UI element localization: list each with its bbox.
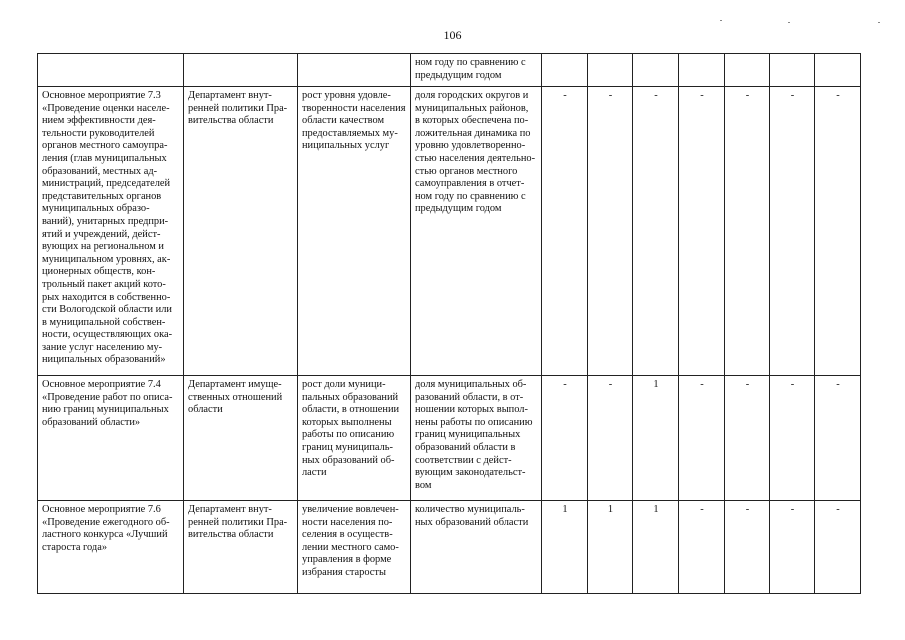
- cell-text-line: лении местного само-: [302, 541, 399, 553]
- cell-text-line: Департамент внут-: [188, 90, 272, 101]
- department-cell: [184, 376, 298, 501]
- cell-text-line: в которых обеспечена по-: [415, 115, 529, 127]
- department-cell: [184, 501, 298, 594]
- cell-text-line: ном году по сравнению с: [415, 57, 526, 68]
- event-cell: [38, 54, 184, 87]
- value-cell: -: [725, 376, 770, 501]
- cell-text-line: Основное мероприятие 7.3: [42, 90, 161, 101]
- scan-speck: [720, 20, 722, 21]
- indicator-cell: [411, 376, 542, 501]
- cell-text-line: вительства области: [188, 115, 274, 127]
- cell-text-line: нием эффективности дея-: [42, 115, 156, 127]
- value-cell: 1: [588, 501, 633, 594]
- cell-text-line: нию границ муниципальных: [42, 404, 169, 416]
- cell-text-line: стью населения деятельно-: [415, 152, 536, 164]
- cell-text-line: староста года»: [42, 541, 108, 553]
- cell-text-line: зание услуг населению му-: [42, 341, 163, 353]
- value-cell: -: [542, 87, 588, 376]
- cell-text-line: ниципальных услуг: [302, 140, 390, 152]
- department-cell: [184, 54, 298, 87]
- cell-text-line: Департамент внут-: [188, 504, 272, 515]
- cell-text-line: нены работы по описанию: [415, 416, 533, 428]
- cell-text-line: доля городских округов и: [415, 90, 529, 101]
- value-cell: -: [679, 87, 725, 376]
- cell-text-line: рых находится в собственно-: [42, 291, 171, 303]
- value-cell: -: [770, 87, 815, 376]
- cell-text-line: границ муниципальных: [415, 429, 521, 441]
- cell-text-line: самоуправления в отчет-: [415, 178, 525, 190]
- cell-text-line: селения в осуществ-: [302, 529, 393, 541]
- cell-text-line: ренней политики Пра-: [188, 102, 288, 114]
- goal-cell: [298, 501, 411, 594]
- cell-text-line: ношении которых выпол-: [415, 404, 528, 416]
- indicator-cell: [411, 54, 542, 87]
- table-row: [38, 54, 861, 87]
- value-cell: -: [770, 376, 815, 501]
- cell-text-line: ятий и учреждений, дейст-: [42, 228, 161, 240]
- table-row: [38, 376, 861, 501]
- cell-text-line: вительства области: [188, 529, 274, 541]
- value-cell: [542, 54, 588, 87]
- table-row: [38, 501, 861, 594]
- table-body: [38, 54, 861, 594]
- cell-text-line: министраций, председателей: [42, 178, 171, 190]
- event-cell: [38, 376, 184, 501]
- cell-text-line: вующих на региональном и: [42, 241, 164, 253]
- cell-text-line: вующим законодательст-: [415, 467, 526, 479]
- cell-text-line: образований области»: [42, 416, 141, 428]
- value-cell: [770, 54, 815, 87]
- value-cell: 1: [542, 501, 588, 594]
- cell-text-line: ренней политики Пра-: [188, 516, 288, 528]
- cell-text-line: «Проведение работ по описа-: [42, 391, 173, 403]
- cell-text-line: рост уровня удовле-: [302, 90, 391, 101]
- value-cell: 1: [633, 501, 679, 594]
- value-cell: -: [725, 87, 770, 376]
- cell-text-line: муниципальном уровнях, ак-: [42, 253, 171, 265]
- value-cell: -: [633, 87, 679, 376]
- value-cell: [588, 54, 633, 87]
- cell-text-line: органов местного самоупра-: [42, 140, 168, 152]
- indicator-cell: [411, 87, 542, 376]
- cell-text-line: вом: [415, 479, 432, 491]
- cell-text-line: муниципальных образо-: [42, 203, 150, 215]
- cell-text-line: «Проведение оценки населе-: [42, 102, 170, 114]
- cell-text-line: избрания старосты: [302, 566, 386, 578]
- cell-text-line: ложительная динамика по: [415, 127, 531, 139]
- cell-text-line: образований области в: [415, 441, 516, 453]
- value-cell: [815, 54, 861, 87]
- cell-text-line: области: [188, 404, 223, 416]
- cell-text-line: сти Вологодской области или: [42, 304, 172, 316]
- cell-text-line: соответствии с дейст-: [415, 454, 512, 466]
- cell-text-line: Департамент имуще-: [188, 379, 282, 390]
- value-cell: -: [770, 501, 815, 594]
- goal-cell: [298, 376, 411, 501]
- cell-text-line: ластного конкурса «Лучший: [42, 529, 168, 541]
- cell-text-line: ном году по сравнению с: [415, 190, 526, 202]
- value-cell: -: [679, 501, 725, 594]
- event-cell: [38, 501, 184, 594]
- cell-text-line: работы по описанию: [302, 429, 395, 441]
- goal-cell: [298, 54, 411, 87]
- table-row: [38, 87, 861, 376]
- value-cell: -: [679, 376, 725, 501]
- cell-text-line: «Проведение ежегодного об-: [42, 516, 170, 528]
- indicator-cell: [411, 501, 542, 594]
- cell-text-line: предыдущим годом: [415, 69, 502, 81]
- cell-text-line: области, в отношении: [302, 404, 400, 416]
- cell-text-line: творенности населения: [302, 102, 406, 114]
- cell-text-line: доля муниципальных об-: [415, 379, 527, 390]
- cell-text-line: предоставляемых му-: [302, 127, 398, 139]
- goal-cell: [298, 87, 411, 376]
- cell-text-line: ниципальных образований»: [42, 354, 166, 366]
- value-cell: -: [588, 87, 633, 376]
- cell-text-line: Основное мероприятие 7.4: [42, 379, 161, 390]
- value-cell: -: [815, 501, 861, 594]
- value-cell: -: [588, 376, 633, 501]
- value-cell: -: [542, 376, 588, 501]
- value-cell: 1: [633, 376, 679, 501]
- value-cell: [679, 54, 725, 87]
- value-cell: [725, 54, 770, 87]
- cell-text-line: ласти: [302, 467, 327, 479]
- value-cell: [633, 54, 679, 87]
- cell-text-line: увеличение вовлечен-: [302, 504, 399, 515]
- program-table: [37, 53, 861, 594]
- cell-text-line: разований области, в от-: [415, 391, 524, 403]
- cell-text-line: Основное мероприятие 7.6: [42, 504, 161, 515]
- cell-text-line: пальных образований: [302, 391, 399, 403]
- cell-text-line: ления (глав муниципальных: [42, 152, 167, 164]
- cell-text-line: области качеством: [302, 115, 385, 127]
- value-cell: -: [815, 87, 861, 376]
- value-cell: -: [815, 376, 861, 501]
- cell-text-line: границ муниципаль-: [302, 441, 394, 453]
- cell-text-line: ности, осуществляющих ока-: [42, 329, 173, 341]
- department-cell: [184, 87, 298, 376]
- cell-text-line: предыдущим годом: [415, 203, 502, 215]
- cell-text-line: в муниципальной собствен-: [42, 316, 166, 328]
- cell-text-line: которых выполнены: [302, 416, 392, 428]
- cell-text-line: стью органов местного: [415, 165, 518, 177]
- cell-text-line: ных образований области: [415, 516, 529, 528]
- cell-text-line: тельности руководителей: [42, 127, 155, 139]
- cell-text-line: трольный пакет акций кото-: [42, 278, 166, 290]
- cell-text-line: ности населения по-: [302, 516, 393, 528]
- page-number: 106: [443, 28, 462, 42]
- cell-text-line: ционерных обществ, кон-: [42, 266, 156, 278]
- cell-text-line: количество муниципаль-: [415, 504, 525, 515]
- cell-text-line: муниципальных районов,: [415, 102, 529, 114]
- cell-text-line: представительных органов: [42, 190, 162, 202]
- event-cell: [38, 87, 184, 376]
- scan-speck: [878, 22, 880, 23]
- cell-text-line: управления в форме: [302, 554, 392, 566]
- value-cell: -: [725, 501, 770, 594]
- cell-text-line: ственных отношений: [188, 391, 283, 403]
- cell-text-line: уровню удовлетвореннo-: [415, 140, 526, 152]
- scan-speck: [788, 22, 790, 23]
- cell-text-line: ных образований об-: [302, 454, 395, 466]
- cell-text-line: рост доли муници-: [302, 379, 386, 390]
- cell-text-line: ваний), унитарных предпри-: [42, 215, 169, 227]
- cell-text-line: образований, местных ад-: [42, 165, 158, 177]
